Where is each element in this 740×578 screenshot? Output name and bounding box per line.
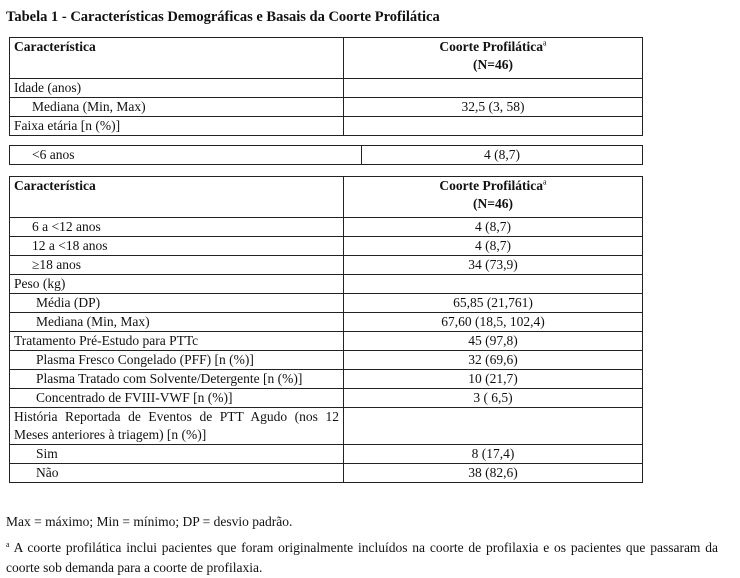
table-row: [10, 464, 643, 483]
characteristics-table-part2: [9, 145, 643, 165]
row-value: 4 (8,7): [362, 146, 643, 165]
table-row: [10, 79, 643, 98]
table-row: [10, 351, 643, 370]
row-label: Mediana (Min, Max): [10, 98, 344, 117]
row-label: Peso (kg): [10, 275, 344, 294]
row-value: 34 (73,9): [344, 256, 643, 275]
header-cohort-title: Coorte Profilática: [439, 39, 544, 54]
characteristics-table-part1: [9, 37, 643, 136]
row-value: 32,5 (3, 58): [344, 98, 643, 117]
row-label: Tratamento Pré-Estudo para PTTc: [10, 332, 344, 351]
row-value: 3 ( 6,5): [344, 389, 643, 408]
table-row: [10, 408, 643, 445]
row-value: [344, 408, 643, 445]
abbreviation-note: Max = máximo; Min = mínimo; DP = desvio padrão.: [6, 514, 293, 529]
row-label: Não: [10, 464, 344, 483]
row-label: Sim: [10, 445, 344, 464]
table-header-row: [10, 177, 643, 218]
row-value: [344, 117, 643, 136]
table-row: [10, 294, 643, 313]
table-row: [10, 313, 643, 332]
footnote-marker: a: [543, 38, 547, 48]
header-characteristic: Característica: [10, 38, 344, 79]
row-value: [344, 79, 643, 98]
row-label: ≥18 anos: [10, 256, 344, 275]
row-value: 8 (17,4): [344, 445, 643, 464]
row-value: 65,85 (21,761): [344, 294, 643, 313]
row-value: 4 (8,7): [344, 237, 643, 256]
row-value: [344, 275, 643, 294]
table-row: [10, 332, 643, 351]
table-row: [10, 117, 643, 136]
row-value: 10 (21,7): [344, 370, 643, 389]
row-label: Mediana (Min, Max): [10, 313, 344, 332]
header-cohort-n: (N=46): [473, 196, 513, 211]
header-cohort: [344, 38, 643, 79]
row-label: Faixa etária [n (%)]: [10, 117, 344, 136]
table-row: [10, 370, 643, 389]
header-characteristic: Característica: [10, 177, 344, 218]
row-label: 12 a <18 anos: [10, 237, 344, 256]
header-cohort: [344, 177, 643, 218]
table-row: [10, 218, 643, 237]
table-row: [10, 237, 643, 256]
table-row: [10, 389, 643, 408]
footnote-marker: a: [543, 177, 547, 187]
footnote: [6, 538, 718, 578]
row-label: História Reportada de Eventos de PTT Agudo (nos 12 Meses anteriores à triagem) [n (%)]: [10, 408, 344, 445]
row-label: Concentrado de FVIII-VWF [n (%)]: [10, 389, 344, 408]
header-cohort-title: Coorte Profilática: [439, 178, 544, 193]
table-row: [10, 256, 643, 275]
table-row: [10, 98, 643, 117]
row-label: <6 anos: [10, 146, 362, 165]
table-header-row: [10, 38, 643, 79]
row-value: 45 (97,8): [344, 332, 643, 351]
row-label: Plasma Fresco Congelado (PFF) [n (%)]: [10, 351, 344, 370]
row-label: Plasma Tratado com Solvente/Detergente [n (%)]: [10, 370, 344, 389]
table-row: [10, 275, 643, 294]
footnote-text: A coorte profilática inclui pacientes que foram originalmente incluídos na coorte de profilaxia e os pacientes que passaram da coorte sob demanda para a coorte de profilaxia.: [6, 540, 718, 575]
footnote-marker: a: [6, 539, 10, 549]
row-label: 6 a <12 anos: [10, 218, 344, 237]
row-value: 32 (69,6): [344, 351, 643, 370]
characteristics-table-part3: [9, 176, 643, 483]
row-value: 38 (82,6): [344, 464, 643, 483]
row-value: 4 (8,7): [344, 218, 643, 237]
row-label: Idade (anos): [10, 79, 344, 98]
header-cohort-n: (N=46): [473, 57, 513, 72]
row-label: Média (DP): [10, 294, 344, 313]
table-row: [10, 146, 643, 165]
table-row: [10, 445, 643, 464]
table-title: Tabela 1 - Características Demográficas e Basais da Coorte Profilática: [6, 9, 440, 25]
row-value: 67,60 (18,5, 102,4): [344, 313, 643, 332]
